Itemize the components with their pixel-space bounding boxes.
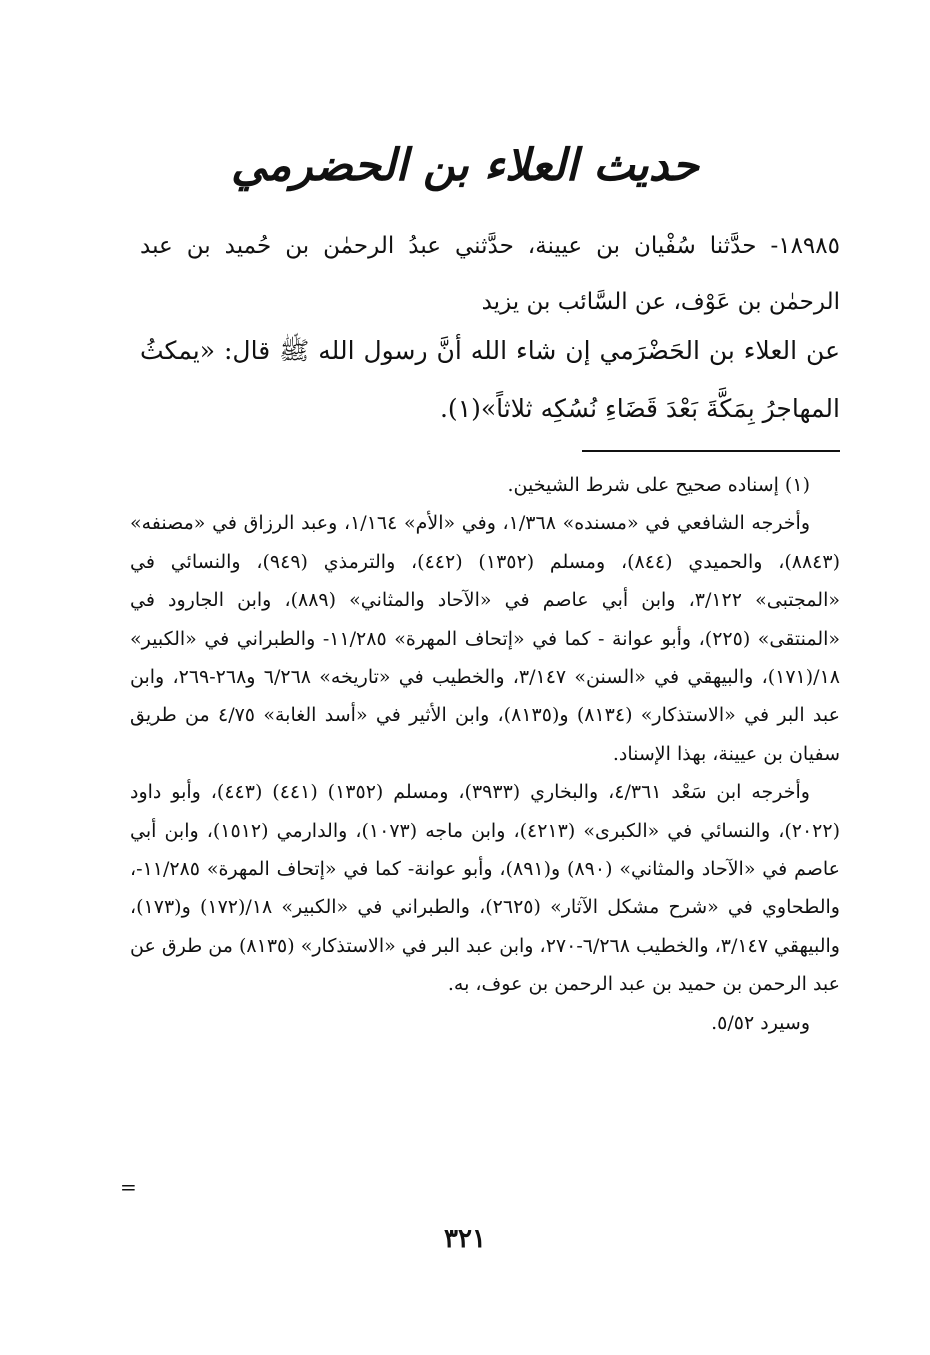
footnote-takhrij-1: وأخرجه الشافعي في «مسنده» ١/٣٦٨، وفي «الأم» ١/١٦٤، وعبد الرزاق في «مصنفه» (٨٨٤٣)، والحميدي (٨٤٤)، ومسلم (١٣٥٢) (٤٤٢)، والترمذي (٩٤٩)، والنسائي في «المجتبى» ٣/١٢٢، وابن أبي عاصم في «الآحاد والمثاني» (٨٨٩)، وابن الجارود في «المنتقى» (٢٢٥)، وأبو عوانة - كما في «إتحاف المهرة» ١١/٢٨٥- والطبراني في «الكبير» ١٨/(١٧١)، والبيهقي في «السنن» ٣/١٤٧، والخطيب في «تاريخه» ٦/٢٦٨ و٢٦٨-٢٦٩، وابن عبد البر في «الاستذكار» (٨١٣٤) و(٨١٣٥)، وابن الأثير في «أسد الغابة» ٤/٧٥ من طريق سفيان بن عيينة، بهذا الإسناد. <box>130 512 841 765</box>
footnotes <box>130 466 840 1042</box>
footnote-1: (١) إسناده صحيح على شرط الشيخين. <box>507 474 810 496</box>
page-number: ٣٢١ <box>444 1224 486 1254</box>
continuation-mark: = <box>120 1175 137 1199</box>
chapter-title: حديث العلاء بن الحضرمي <box>231 140 699 191</box>
hadith-matn: عن العلاء بن الحَضْرَمي إن شاء الله أنَّ رسول الله ﷺ قال: «يمكثُ المهاجرُ بِمَكَّةَ بَعْدَ قَضَاءِ نُسُكِه ثلاثاً»(١). <box>140 336 840 423</box>
hadith-isnad: ١٨٩٨٥- حدَّثنا سُفْيان بن عيينة، حدَّثني عبدُ الرحمٰن بن حُميد بن عبد الرحمٰن بن عَوْف، عن السَّائب بن يزيد <box>140 233 840 315</box>
footnote-divider <box>582 450 840 452</box>
footnote-takhrij-2: وأخرجه ابن سَعْد ٤/٣٦١، والبخاري (٣٩٣٣)، ومسلم (١٣٥٢) (٤٤١) (٤٤٣)، وأبو داود (٢٠٢٢)، والنسائي في «الكبرى» (٤٢١٣)، وابن ماجه (١٠٧٣)، والدارمي (١٥١٢)، وابن أبي عاصم في «الآحاد والمثاني» (٨٩٠) و(٨٩١)، وأبو عوانة- كما في «إتحاف المهرة» ١١/٢٨٥-، والطحاوي في «شرح مشكل الآثار» (٢٦٢٥)، والطبراني في «الكبير» ١٨/(١٧٢) و(١٧٣)، والبيهقي ٣/١٤٧، والخطيب ٦/٢٦٨-٢٧٠، وابن عبد البر في «الاستذكار» (٨١٣٥) من طرق عن عبد الرحمن بن حميد بن عبد الرحمن بن عوف، به. <box>130 781 840 996</box>
footnote-see-also: وسيرد ٥/٥٢. <box>711 1011 810 1034</box>
